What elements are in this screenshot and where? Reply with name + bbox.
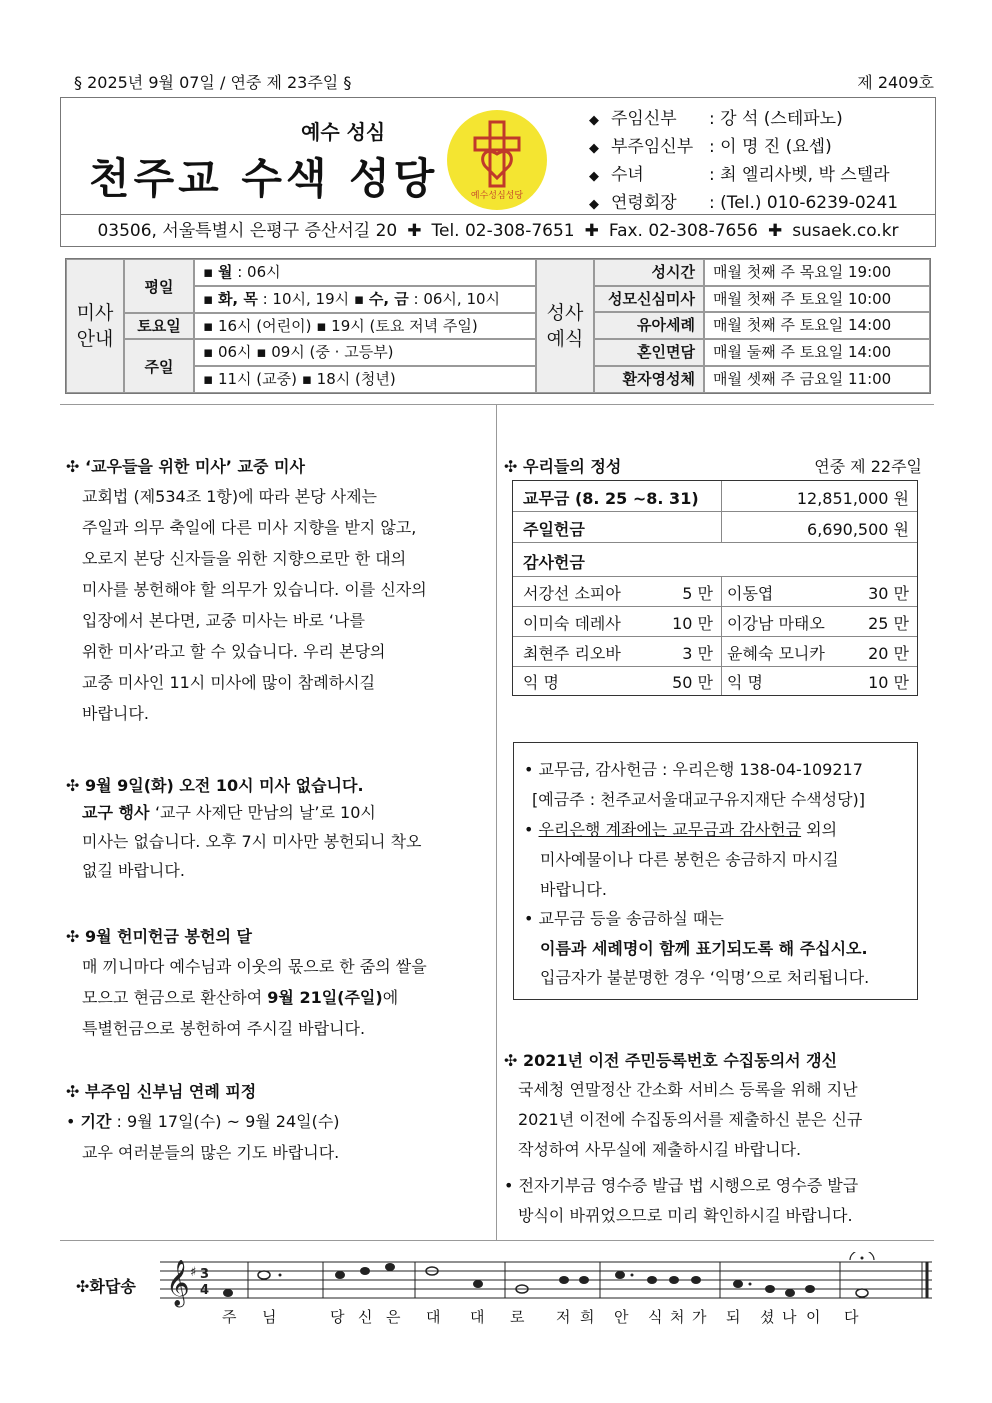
svg-text:4: 4	[200, 1283, 210, 1298]
diamond-icon: ◆	[589, 169, 599, 184]
section-body: 매 끼니마다 예수님과 이웃의 몫으로 한 줌의 쌀을 모으고 현금으로 환산하여 9월 21일(주일)에 특별헌금으로 봉헌하여 주시길 바랍니다.	[82, 957, 427, 1038]
lyric-syllable: 님	[262, 1308, 277, 1326]
cross-icon: ✣	[504, 1051, 523, 1070]
diamond-icon: ◆	[589, 113, 599, 128]
lyric-syllable: 저	[556, 1308, 571, 1326]
logo-text: 예수성심성당	[470, 191, 524, 201]
table-row: 교무금 (8. 25 ~8. 31) 12,851,000 원	[513, 481, 917, 512]
lyric-syllable: 나	[782, 1308, 797, 1326]
lyric-syllable: 신	[358, 1308, 373, 1326]
section-body: 국세청 연말정산 간소화 서비스 등록을 위해 지난 2021년 이전에 수집동의서를 제출하신 분은 신규 작성하여 사무실에 제출하시길 바랍니다.	[518, 1080, 863, 1159]
table-row: 감사헌금	[513, 543, 917, 577]
cross-icon: ✣	[504, 457, 523, 476]
sacrament-name: 환자영성체	[594, 366, 704, 393]
parish-logo-icon	[445, 108, 549, 212]
lyric-syllable: 이	[806, 1308, 821, 1326]
section-title: ✣ 우리들의 정성	[504, 457, 622, 476]
lyric-syllable: 되	[726, 1308, 741, 1326]
sacrament-time: 매월 셋째 주 금요일 11:00	[704, 366, 930, 393]
lyric-syllable: 대	[470, 1308, 485, 1326]
lyric-syllable: 은	[386, 1308, 401, 1326]
cross-icon: ✚	[767, 221, 783, 241]
header-subtitle: 예수 성심	[301, 120, 386, 144]
cross-icon: ✣	[66, 927, 85, 946]
lyric-syllable: 로	[510, 1308, 525, 1326]
clergy-row: ◆ 수녀 : 최 엘리사벳, 박 스텔라	[589, 162, 898, 190]
clergy-row: ◆ 부주임신부 : 이 명 진 (요셉)	[589, 134, 898, 162]
section-title: ✣ 2021년 이전 주민등록번호 수집동의서 갱신	[504, 1051, 838, 1070]
sacrament-name: 혼인면담	[594, 339, 704, 366]
music-staff	[160, 1252, 935, 1312]
sacrament-time: 매월 첫째 주 토요일 10:00	[704, 286, 930, 312]
sunday-row-2: ▪ 11시 (교중) ▪ 18시 (청년)	[194, 366, 536, 393]
table-row: 서강선 소피아 5 만 이동엽 30 만	[513, 577, 917, 607]
weekday-row-2: ▪ 화, 목 : 10시, 19시 ▪ 수, 금 : 06시, 10시	[194, 286, 536, 313]
saturday-label: 토요일	[124, 313, 194, 339]
lyric-syllable: 다	[844, 1308, 859, 1326]
lyric-syllable: 식	[648, 1308, 663, 1326]
sacrament-name: 성모신심미사	[594, 286, 704, 312]
section-body: • 기간 : 9월 17일(수) ~ 9월 24일(수) 교우 여러분들의 많은 기도 바랍니다.	[66, 1112, 340, 1162]
offer-week: 연중 제 22주일	[814, 457, 922, 476]
sacrament-name: 유아세례	[594, 312, 704, 339]
sacrament-time: 매월 둘째 주 토요일 14:00	[704, 339, 930, 366]
divider	[60, 404, 934, 405]
table-row: 익 명 50 만 익 명 10 만	[513, 667, 917, 695]
sunday-label: 주일	[124, 339, 194, 393]
section-body: • 전자기부금 영수증 발급 법 시행으로 영수증 발급 방식이 바뀌었으므로 미리 확인하시길 바랍니다.	[504, 1176, 859, 1225]
page-title: 천주교 수색 성당	[89, 154, 439, 203]
column-divider	[496, 404, 497, 1240]
section-title: ✣ 9월 헌미헌금 봉헌의 달	[66, 927, 252, 946]
divider	[60, 1240, 934, 1241]
section-body: 교회법 (제534조 1항)에 따라 본당 사제는 주일과 의무 축일에 다른 미사 지향을 받지 않고, 오로지 본당 신자들을 위한 지향으로만 한 대의 미사를 봉헌해야 할 의무가 있습니다. 이를 신자의 입장에서 본다면, 교중 미사는 바로 ‘나를 위한 미사’라고 할 수 있습니다. 우리 본당의 교중 미사인 11시 미사에 많이 참례하시길 바랍니다.	[82, 487, 427, 723]
cross-icon: ✣	[66, 457, 85, 476]
lyric-syllable: 셨	[760, 1308, 775, 1326]
lyric-syllable: 가	[692, 1308, 707, 1326]
clergy-row: ◆ 연령회장 : (Tel.) 010-6239-0241	[589, 190, 898, 218]
table-row: 이미숙 데레사 10 만 이강남 마태오 25 만	[513, 607, 917, 637]
contact-bar	[61, 214, 935, 247]
table-row: 주일헌금 6,690,500 원	[513, 512, 917, 543]
lyric-syllable: 주	[222, 1308, 237, 1326]
diamond-icon: ◆	[589, 197, 599, 212]
date-line: § 2025년 9월 07일 / 연중 제 23주일 §	[74, 73, 352, 92]
fax: Fax. 02-308-7656	[608, 221, 758, 241]
issue-line	[74, 70, 934, 93]
mass-schedule-table	[65, 258, 931, 394]
offering-table	[512, 480, 918, 696]
table-row: 최현주 리오바 3 만 윤혜숙 모니카 20 만	[513, 637, 917, 667]
lyric-syllable: 대	[426, 1308, 441, 1326]
sacrament-time: 매월 첫째 주 토요일 14:00	[704, 312, 930, 339]
section-body: 교구 행사 ‘교구 사제단 만남의 날’로 10시 미사는 없습니다. 오후 7시 미사만 봉헌되니 착오 없길 바랍니다.	[82, 803, 422, 880]
lyric-syllable: 처	[670, 1308, 685, 1326]
mass-label: 미사 안내	[66, 259, 124, 393]
header-box	[60, 97, 936, 247]
address: 03506, 서울특별시 은평구 증산서길 20	[97, 221, 398, 241]
svg-text:♯: ♯	[190, 1265, 197, 1280]
lyric-syllable: 안	[614, 1308, 629, 1326]
lyric-syllable: 당	[330, 1308, 345, 1326]
weekday-row-1: ▪ 월 : 06시	[194, 259, 536, 286]
sacrament-time: 매월 첫째 주 목요일 19:00	[704, 259, 930, 286]
svg-text:𝄞: 𝄞	[166, 1260, 190, 1306]
clergy-row: ◆ 주임신부 : 강 석 (스테파노)	[589, 106, 898, 134]
lyric-syllable: 희	[580, 1308, 595, 1326]
sacrament-name: 성시간	[594, 259, 704, 286]
weekday-label: 평일	[124, 259, 194, 313]
website-link[interactable]: susaek.co.kr	[792, 221, 899, 241]
issue-number: 제 2409호	[857, 73, 934, 92]
saturday-row: ▪ 16시 (어린이) ▪ 19시 (토요 저녁 주일)	[194, 313, 536, 339]
cross-icon: ✚	[407, 221, 422, 241]
cross-icon: ✚	[584, 221, 599, 241]
bank-info-box: • 교무금, 감사헌금 : 우리은행 138-04-109217 [예금주 : 천주교서울대교구유지재단 수색성당)] • 우리은행 계좌에는 교무금과 감사헌금 외의 미사예물이나 다른 봉헌은 송금하지 마시길 바랍니다. • 교무금 등을 송금하실 때는 이름과 세례명이 함께 표기되도록 해 주십시오. 입금자가 불분명한 경우 ‘익명’으로 처리됩니다.	[513, 742, 918, 1000]
diamond-icon: ◆	[589, 141, 599, 156]
clergy-list	[589, 106, 898, 218]
section-title: ✣ 부주임 신부님 연례 피정	[66, 1082, 257, 1101]
cross-icon: ✣	[66, 776, 85, 795]
section-title: ✣ ‘교우들을 위한 미사’ 교중 미사	[66, 457, 305, 476]
sunday-row-1: ▪ 06시 ▪ 09시 (중 · 고등부)	[194, 339, 536, 366]
phone: Tel. 02-308-7651	[431, 221, 575, 241]
svg-text:3: 3	[200, 1267, 210, 1282]
cross-icon: ✣	[66, 1082, 85, 1101]
psalm-label: ✣화답송	[76, 1277, 136, 1296]
section-title: ✣ 9월 9일(화) 오전 10시 미사 없습니다.	[66, 776, 364, 795]
sacrament-label: 성사 예식	[536, 259, 594, 393]
